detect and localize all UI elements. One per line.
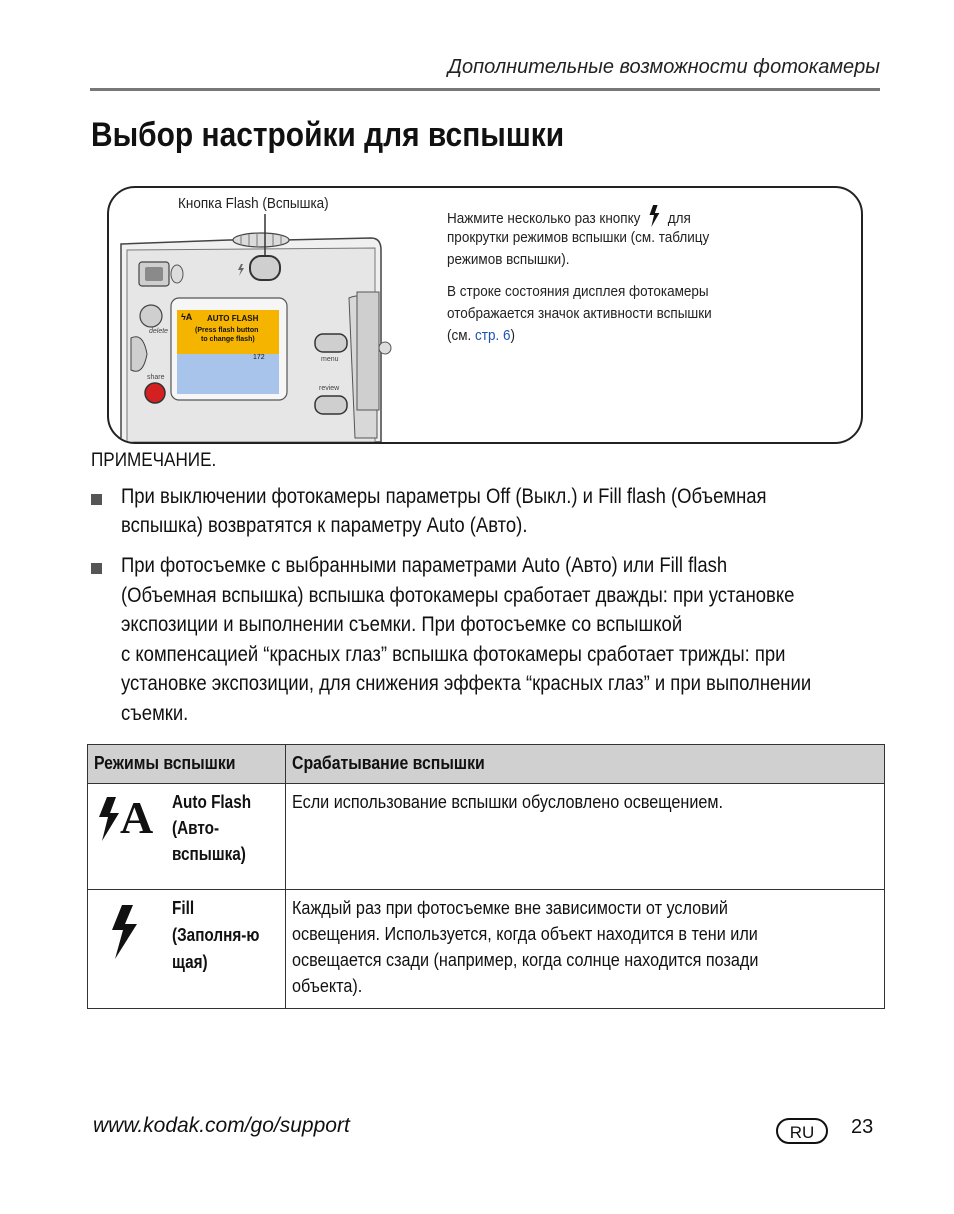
camera-label-menu: menu xyxy=(321,356,339,363)
camera-label-delete: delete xyxy=(149,328,169,335)
flash-modes-table xyxy=(87,744,885,1009)
mode-desc-fill-line-1: Каждый раз при фотосъемке вне зависимости от условий xyxy=(292,898,728,918)
table-header-behavior: Срабатывание вспышки xyxy=(292,753,485,773)
mode-desc-auto: Если использование вспышки обусловлено освещением. xyxy=(292,792,724,812)
auto-flash-icon xyxy=(96,792,158,843)
section-header: Дополнительные возможности фотокамеры xyxy=(447,56,880,78)
bullet-marker xyxy=(91,494,102,505)
mode-name-fill-line-3: щая) xyxy=(172,952,208,972)
auto-flash-icon-letter: A xyxy=(120,792,154,843)
mode-name-fill-line-1: Fill xyxy=(172,898,195,918)
bullet-marker xyxy=(91,563,102,574)
mode-desc-fill-line-3: освещается сзади (например, когда солнце находится позади xyxy=(292,950,759,970)
lcd-hint-line1: (Press flash button xyxy=(195,327,259,334)
instruction-line-1: Нажмите несколько раз кнопку для xyxy=(447,205,691,234)
mode-name-auto-line-1: Auto Flash xyxy=(172,792,252,812)
mode-desc-fill-line-4: объекта). xyxy=(292,976,363,996)
flash-button-label: Кнопка Flash (Вспышка) xyxy=(178,195,329,212)
note-bullet-2-line-2: (Объемная вспышка) вспышка фотокамеры сработает дважды: при установке xyxy=(121,584,795,607)
status-line-2: отображается значок активности вспышки xyxy=(447,305,712,322)
lcd-hint-line2: to change flash) xyxy=(201,336,255,343)
table-header-modes: Режимы вспышки xyxy=(94,753,236,773)
support-url[interactable]: www.kodak.com/go/support xyxy=(93,1114,350,1137)
page-number: 23 xyxy=(851,1116,874,1138)
instruction-line-3: режимов вспышки). xyxy=(447,251,570,268)
page-title: Выбор настройки для вспышки xyxy=(91,116,565,154)
instruction-line-2: прокрутки режимов вспышки (см. таблицу xyxy=(447,229,710,246)
note-bullet-1-line-2: вспышка) возвратятся к параметру Auto (Авто). xyxy=(121,514,528,537)
header-divider xyxy=(90,88,880,91)
camera-label-review: review xyxy=(319,385,340,392)
camera-label-share: share xyxy=(147,374,165,381)
lcd-count: 172 xyxy=(253,354,265,361)
mode-name-auto-line-2: (Авто- xyxy=(172,818,220,838)
note-bullet-2-line-3: экспозиции и выполнении съемки. При фотосъемке со вспышкой xyxy=(121,613,683,636)
mode-name-fill-line-2: (Заполня-ю xyxy=(172,925,260,945)
note-bullet-2-line-5: установке экспозиции, для снижения эффекта “красных глаз” и при выполнении xyxy=(121,672,812,695)
note-bullet-2-line-6: съемки. xyxy=(121,702,189,725)
page-6-link[interactable]: стр. 6 xyxy=(475,327,511,344)
language-badge: RU xyxy=(776,1118,828,1144)
mode-desc-fill-line-2: освещения. Используется, когда объект находится в тени или xyxy=(292,924,758,944)
note-bullet-1-line-1: При выключении фотокамеры параметры Off (Выкл.) и Fill flash (Объемная xyxy=(121,485,767,508)
lcd-mode-label: AUTO FLASH xyxy=(207,314,259,323)
lcd-flash-icon: ϟA xyxy=(181,312,193,322)
status-line-1: В строке состояния дисплея фотокамеры xyxy=(447,283,709,300)
fill-flash-icon xyxy=(108,905,138,964)
note-bullet-2-line-4: с компенсацией “красных глаз” вспышка фотокамеры сработает трижды: при xyxy=(121,643,786,666)
mode-name-auto-line-3: вспышка) xyxy=(172,844,246,864)
status-line-3: (см. стр. 6) xyxy=(447,327,515,344)
note-label: ПРИМЕЧАНИЕ. xyxy=(91,450,217,471)
note-bullet-2-line-1: При фотосъемке с выбранными параметрами Auto (Авто) или Fill flash xyxy=(121,554,728,577)
